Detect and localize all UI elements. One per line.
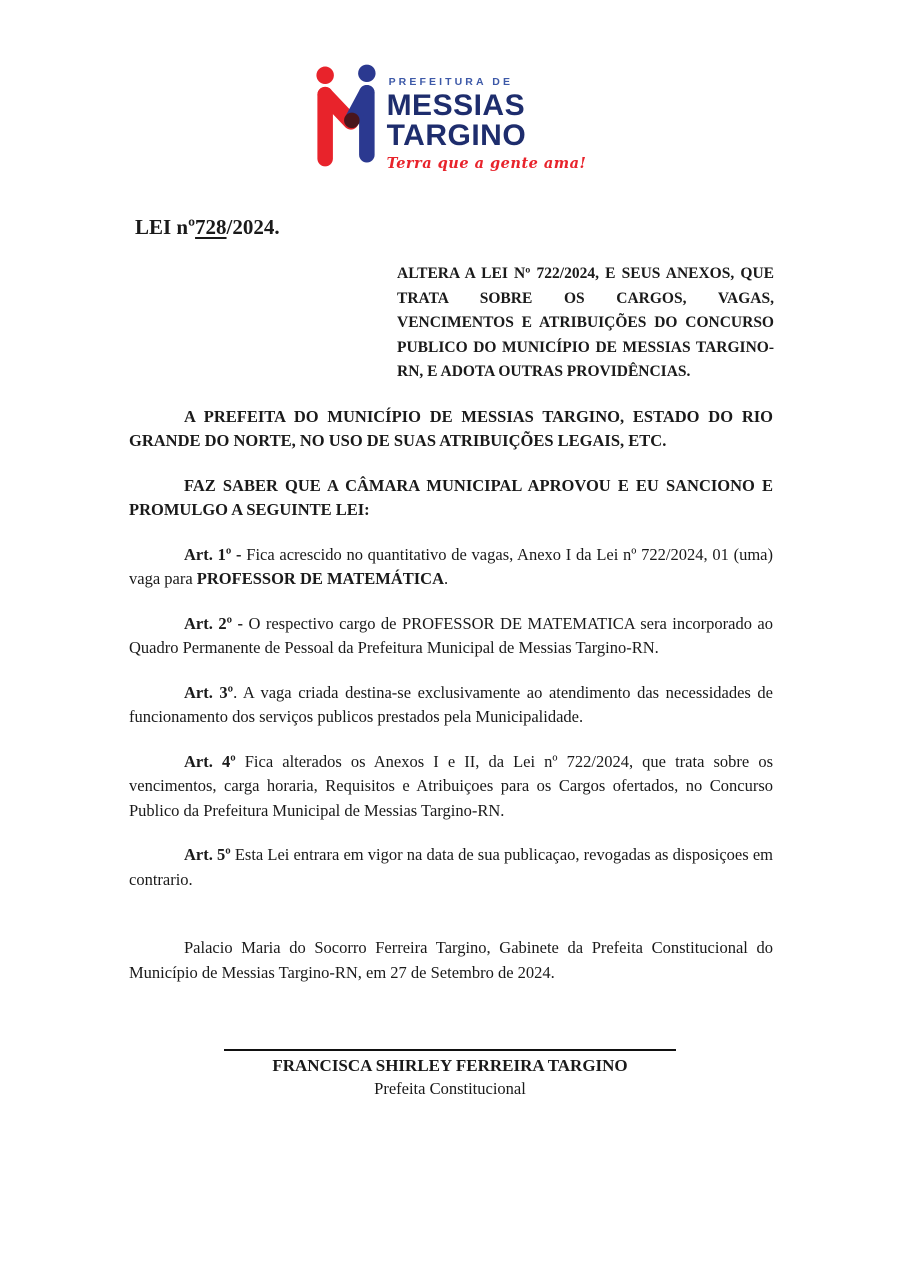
closing-paragraph: Palacio Maria do Socorro Ferreira Targino, Gabinete da Prefeita Constitucional do Município de Messias Targino-RN, em 27 de Setembro de 2024. bbox=[129, 938, 773, 982]
law-title-suffix: /2024. bbox=[226, 215, 280, 239]
article-5-paragraph: Art. 5º Esta Lei entrara em vigor na data de sua publicaçao, revogadas as disposiçoes em contrario. bbox=[129, 845, 773, 889]
logo-targino-label: TARGINO bbox=[386, 119, 527, 152]
preamble-authority: A PREFEITA DO MUNICÍPIO DE MESSIAS TARGINO, ESTADO DO RIO GRANDE DO NORTE, NO USO DE SUAS ATRIBUIÇÕES LEGAIS, ETC. bbox=[129, 406, 773, 450]
law-number: 728 bbox=[195, 215, 227, 239]
logo bbox=[0, 0, 900, 172]
signature-block bbox=[0, 1049, 900, 1100]
logo-tagline: Terra que a gente ama! bbox=[386, 155, 587, 172]
signatory-role: Prefeita Constitucional bbox=[374, 1079, 526, 1098]
signatory-name: FRANCISCA SHIRLEY FERREIRA TARGINO bbox=[272, 1056, 628, 1075]
law-title bbox=[135, 212, 773, 242]
logo-prefeitura-de-label: PREFEITURA DE bbox=[388, 76, 514, 88]
article-1-paragraph: Art. 1º - Fica acrescido no quantitativo de vagas, Anexo I da Lei nº 722/2024, 01 (uma) vaga para PROFESSOR DE MATEMÁTICA. bbox=[129, 544, 773, 588]
article-4-paragraph: Art. 4º Fica alterados os Anexos I e II, da Lei nº 722/2024, que trata sobre os vencimentos, carga horaria, Requisitos e Atribuiçoes para os Cargos ofertados, no Concurso Publico da Prefeitura Municipal de Messias Targino-RN. bbox=[129, 751, 773, 820]
preamble-enactment: FAZ SABER QUE A CÂMARA MUNICIPAL APROVOU E EU SANCIONO E PROMULGO A SEGUINTE LEI: bbox=[129, 475, 773, 519]
document-body bbox=[0, 212, 900, 985]
law-summary: ALTERA A LEI Nº 722/2024, E SEUS ANEXOS, QUE TRATA SOBRE OS CARGOS, VAGAS, VENCIMENTOS E ATRIBUIÇÕES DO CONCURSO PUBLICO DO MUNICÍPIO DE MESSIAS TARGINO-RN, E ADOTA OUTRAS PROVIDÊNCIAS. bbox=[397, 265, 774, 380]
article-3-paragraph: Art. 3º. A vaga criada destina-se exclusivamente ao atendimento das necessidades de funcionamento dos serviços publicos prestados pela Municipalidade. bbox=[129, 682, 773, 726]
signature-line bbox=[224, 1049, 676, 1051]
logo-text bbox=[387, 64, 587, 172]
article-2-paragraph: Art. 2º - O respectivo cargo de PROFESSOR DE MATEMATICA sera incorporado ao Quadro Permanente de Pessoal da Prefeitura Municipal de Messias Targino-RN. bbox=[129, 613, 773, 657]
law-title-prefix: LEI nº bbox=[135, 215, 196, 239]
logo-mark-icon bbox=[314, 64, 378, 168]
logo-messias-label: MESSIAS bbox=[386, 89, 526, 122]
